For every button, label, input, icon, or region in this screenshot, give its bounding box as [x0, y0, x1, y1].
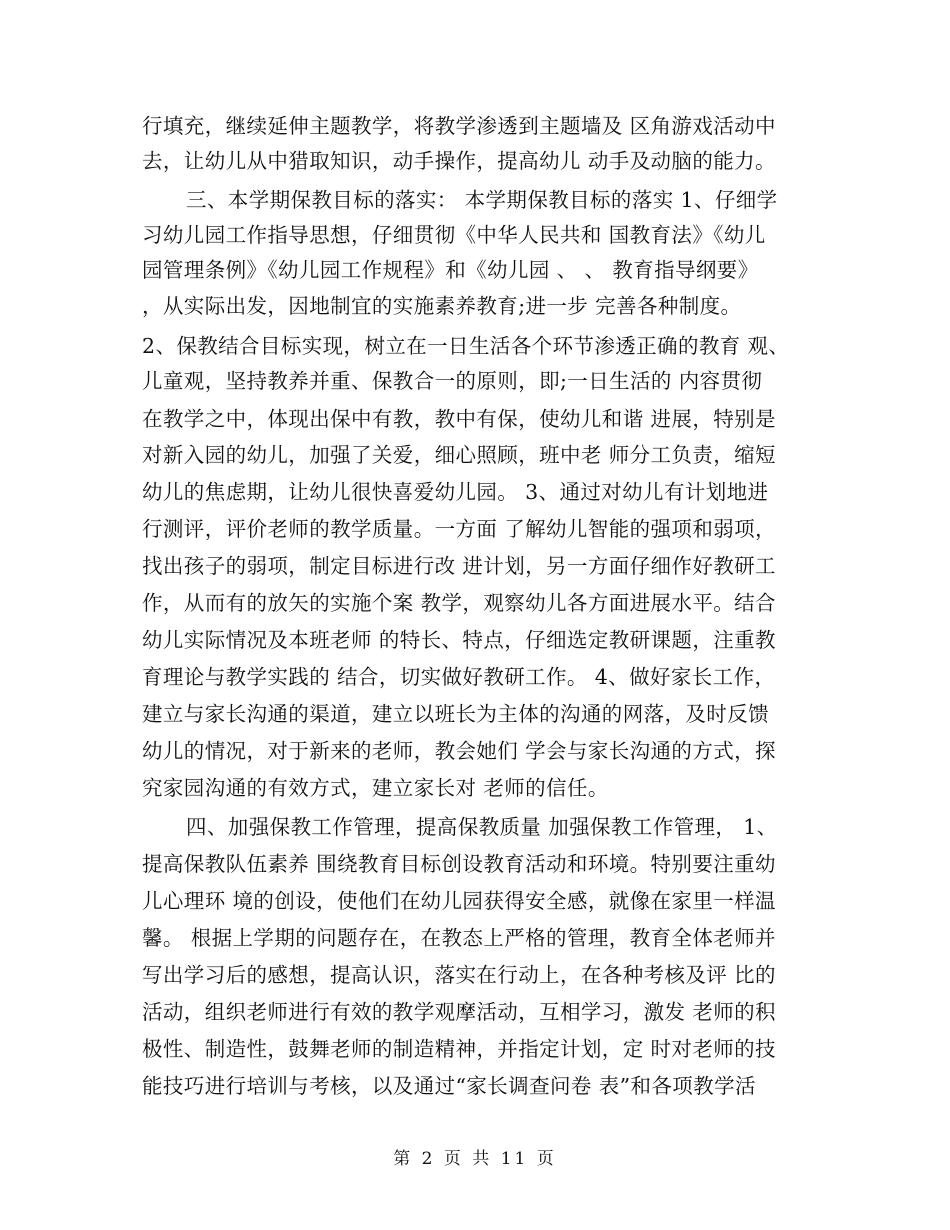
text-line: 对新入园的幼儿，加强了关爱，细心照顾，班中老 师分工负责，缩短 — [142, 443, 776, 467]
text-line: 三、本学期保教目标的落实： 本学期保教目标的落实 1、仔细学 — [186, 188, 778, 212]
text-line: 幼儿的情况，对于新来的老师，教会她们 学会与家长沟通的方式，探 — [142, 739, 776, 763]
text-line: 在教学之中，体现出保中有教，教中有保，使幼儿和谐 进展，特别是 — [142, 407, 776, 431]
text-line: 活动，组织老师进行有效的教学观摩活动，互相学习，激发 老师的积 — [142, 1000, 776, 1024]
text-line: 幼儿实际情况及本班老师 的特长、特点，仔细选定教研课题，注重教 — [142, 628, 776, 652]
text-line: 找出孩子的弱项，制定目标进行改 进计划，另一方面仔细作好教研工 — [142, 554, 776, 578]
text-line: 园管理条例》《幼儿园工作规程》和《幼儿园 、 、 教育指导纲要》 — [142, 258, 759, 282]
page-number-footer: 第 2 页 共 11 页 — [393, 1149, 557, 1169]
text-line: 提高保教队伍素养 围绕教育目标创设教育活动和环境。特别要注重幼 — [142, 852, 776, 876]
text-line: 儿心理环 境的创设，使他们在幼儿园获得安全感，就像在家里一样温 — [142, 889, 776, 913]
text-line: 馨。 根据上学期的问题存在，在教态上严格的管理，教育全体老师并 — [142, 926, 776, 950]
text-line: 究家园沟通的有效方式，建立家长对 老师的信任。 — [142, 776, 609, 800]
text-line: 育理论与教学实践的 结合，切实做好教研工作。 4、做好家长工作， — [142, 665, 776, 689]
text-line: 能技巧进行培训与考核，以及通过“家长调查问卷 表”和各项教学活 — [142, 1074, 756, 1098]
text-line: 行测评，评价老师的教学质量。一方面 了解幼儿智能的强项和弱项， — [142, 517, 776, 541]
text-line: 习幼儿园工作指导思想，仔细贯彻《中华人民共和 国教育法》《幼儿 — [142, 223, 766, 247]
text-line: 四、加强保教工作管理，提高保教质量 加强保教工作管理， 1、 — [186, 815, 778, 839]
text-line: ，从实际出发，因地制宜的实施素养教育;进一步 完善各种制度。 — [142, 294, 742, 318]
text-line: 2、保教结合目标实现，树立在一日生活各个环节渗透正确的教育 观、 — [142, 334, 790, 358]
text-line: 作，从而有的放矢的实施个案 教学，观察幼儿各方面进展水平。结合 — [142, 591, 776, 615]
text-line: 幼儿的焦虑期，让幼儿很快喜爱幼儿园。 3、通过对幼儿有计划地进 — [142, 480, 769, 504]
text-line: 极性、制造性，鼓舞老师的制造精神，并指定计划，定 时对老师的技 — [142, 1037, 776, 1061]
text-line: 去，让幼儿从中猎取知识，动手操作，提高幼儿 动手及动脑的能力。 — [142, 149, 776, 173]
text-line: 写出学习后的感想，提高认识，落实在行动上，在各种考核及评 比的 — [142, 963, 776, 987]
text-line: 建立与家长沟通的渠道，建立以班长为主体的沟通的网落，及时反馈 — [142, 702, 769, 726]
text-line: 行填充，继续延伸主题教学，将教学渗透到主题墙及 区角游戏活动中 — [142, 114, 776, 138]
text-line: 儿童观，坚持教养并重、保教合一的原则，即;一日生活的 内容贯彻 — [142, 369, 763, 393]
